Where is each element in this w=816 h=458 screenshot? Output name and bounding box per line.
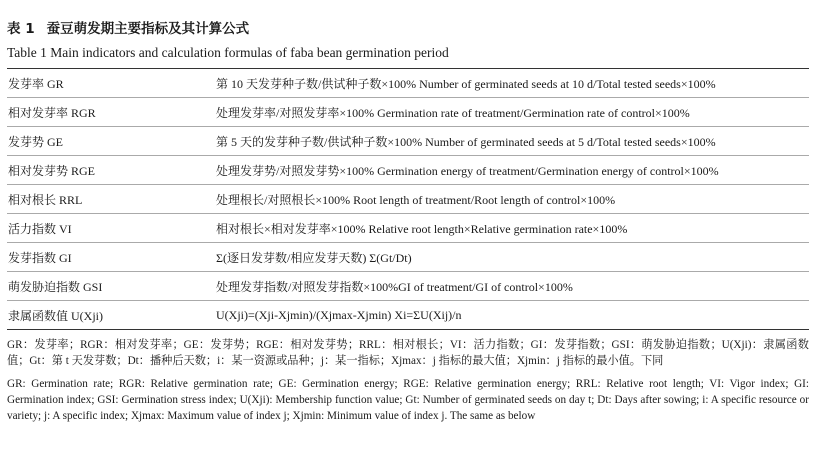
indicator-name: 相对发芽势 RGE [7,156,214,185]
indicator-formula: 处理发芽率/对照发芽率×100% Germination rate of treatment/Germination rate of control×100% [214,98,809,127]
table-row [7,156,809,185]
table-row [7,214,809,243]
table-container [7,0,809,431]
table-number: 表 1 [7,21,35,37]
table-row [7,243,809,272]
table-row [7,127,809,156]
indicator-formula: 处理发芽势/对照发芽势×100% Germination energy of treatment/Germination energy of control×100% [214,156,809,185]
table-notes [7,337,809,424]
indicator-formula: U(Xji)=(Xji-Xjmin)/(Xjmax-Xjmin) Xi=ΣU(Xij)/n [216,307,462,322]
table-title-cn [7,20,809,38]
table-row [7,185,809,214]
indicator-name: 相对根长 RRL [7,185,214,214]
table-title-en: Table 1 Main indicators and calculation formulas of faba bean germination period [7,45,449,60]
table-row [7,272,809,301]
indicator-name: 发芽率 GR [7,69,214,98]
indicator-formula: 相对根长×相对发芽率×100% Relative root length×Relative germination rate×100% [214,214,809,243]
indicator-name: 发芽指数 GI [7,243,214,272]
indicator-formula: Σ(逐日发芽数/相应发芽天数) Σ(Gt/Dt) [214,243,809,272]
indicator-formula: 处理根长/对照根长×100% Root length of treatment/Root length of control×100% [214,185,809,214]
indicator-formula: 第 10 天发芽种子数/供试种子数×100% Number of germinated seeds at 10 d/Total tested seeds×100% [214,69,809,98]
table-note-cn: GR：发芽率；RGR：相对发芽率；GE：发芽势；RGE：相对发芽势；RRL：相对根长；VI：活力指数；GI：发芽指数；GSI：萌发胁迫指数；U(Xji)：隶属函数值；Gt：第 t 天发芽数；Dt：播种后天数；i：某一资源或品种；j：某一指标；Xjmax：j 指标的最大值；Xjmin：j 指标的最小值。下同 [7,339,809,367]
indicator-name: 萌发胁迫指数 GSI [7,272,214,301]
indicator-name: 发芽势 GE [7,127,214,156]
indicator-name: 隶属函数值 U(Xji) [8,308,103,323]
indicator-formula: 第 5 天的发芽种子数/供试种子数×100% Number of germinated seeds at 5 d/Total tested seeds×100% [214,127,809,156]
table-row [7,98,809,127]
indicator-table [7,68,809,330]
indicator-formula: 处理发芽指数/对照发芽指数×100%GI of treatment/GI of control×100% [214,272,809,301]
indicator-name: 活力指数 VI [7,214,214,243]
table-row [7,69,809,98]
table-row [7,301,809,330]
table-note-en: GR: Germination rate; RGR: Relative germination rate; GE: Germination energy; RGE: Relative germination energy; RRL: Relative root length; VI: Vigor index; GI: Germination index; GSI: Germination stress index; U(Xji): Membership function value; Gt: Number of germinated seeds on day t; Dt: Days after sowing; i: A specific resource or variety; j: A specific index; Xjmax: Maximum value of index j; Xjmin: Minimum value of index j. The same as below [7,378,809,422]
indicator-name: 相对发芽率 RGR [7,98,214,127]
table-title-cn-text: 蚕豆萌发期主要指标及其计算公式 [46,21,250,37]
